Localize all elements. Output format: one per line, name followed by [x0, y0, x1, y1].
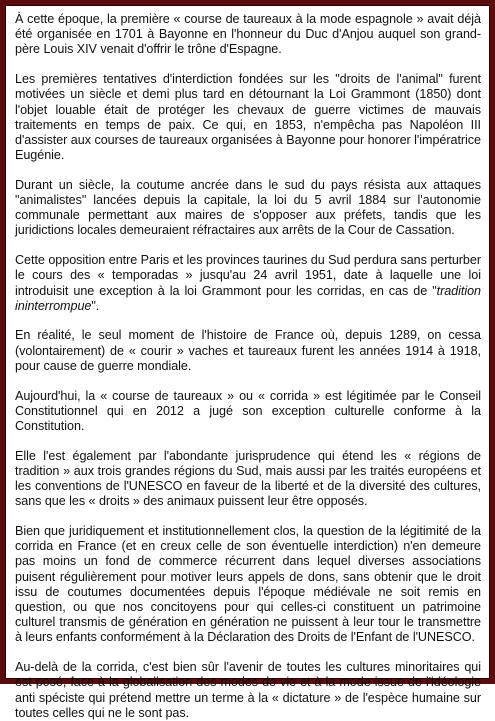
paragraph-4: [15, 253, 481, 314]
paragraph-5: En réalité, le seul moment de l'histoire de France où, depuis 1289, on cessa (volontairement) de « courir » vaches et taureaux furent les années 1914 à 1918, pour cause de guerre mondiale.: [15, 328, 481, 373]
paragraph-4-text: Cette opposition entre Paris et les provinces taurines du Sud perdura sans perturber le cours des « temporadas » jusqu'au 24 avril 1951, date à laquelle une loi introduisit une exception à la loi Grammont pour les corridas, en cas de ": [15, 253, 481, 298]
paragraph-1: À cette époque, la première « course de taureaux à la mode espagnole » avait déjà été organisée en 1701 à Bayonne en l'honneur du Duc d'Anjou auquel son grand-père Louis XIV venait d'offrir le trône d'Espagne.: [15, 12, 481, 57]
paragraph-4-after: ".: [91, 298, 100, 313]
paragraph-2: Les premières tentatives d'interdiction fondées sur les "droits de l'animal" furent motivées un siècle et demi plus tard en détournant la Loi Grammont (1850) dont l'objet louable était de protéger les chevaux de guerre victimes de mauvais traitements en temps de paix. Ce qui, en 1853, n'empêcha pas Napoléon III d'assister aux courses de taureaux organisées à Bayonne pour honorer l'impératrice Eugénie.: [15, 72, 481, 163]
paragraph-4-italic: tradition ininterrompue: [15, 283, 481, 313]
paragraph-7: Elle l'est également par l'abondante jurisprudence qui étend les « régions de tradition » aux trois grandes régions du Sud, mais aussi par les traités européens et les conventions de l'UNESCO en faveur de la liberté et de la diversité des cultures, sans que les « droits » des animaux puissent leur être opposés.: [15, 448, 481, 509]
paragraph-6: Aujourd'hui, la « course de taureaux » ou « corrida » est légitimée par le Conseil Constitutionnel qui en 2012 a jugé son exception culturelle conforme à la Constitution.: [15, 388, 481, 433]
paragraph-9: Au-delà de la corrida, c'est bien sûr l'avenir de toutes les cultures minoritaires qui est posé, face à la globalisation des modes de vie et à la mode issue de l'idéologie anti spéciste qui prétend mettre un terme à la « dictature » de l'espèce humaine sur toutes celles qui ne le sont pas.: [15, 660, 481, 720]
paragraph-8: Bien que juridiquement et institutionnellement clos, la question de la légitimité de la corrida en France (et en creux celle de son éventuelle interdiction) n'en demeure pas moins un fond de commerce récurrent dans lequel diverses associations puisent régulièrement pour motiver leurs appels de dons, sans obtenir que le droit issu de coutumes documentées depuis l'époque médiévale ne soit remis en question, ou que nos concitoyens pour qui celles-ci constituent un patrimoine culturel transmis de génération en génération ne puissent à leur tour le transmettre à leurs enfants conformément à la Déclaration des Droits de l'Enfant de l'UNESCO.: [15, 523, 481, 645]
document-body: [5, 5, 490, 720]
paragraph-3: Durant un siècle, la coutume ancrée dans le sud du pays résista aux attaques "animalistes" lancées depuis la capitale, la loi du 5 avril 1884 sur l'autonomie communale permettant aux maires de s'opposer aux préfets, tandis que les juridictions locales demeuraient réfractaires aux arrêts de la Cour de Cassation.: [15, 177, 481, 238]
